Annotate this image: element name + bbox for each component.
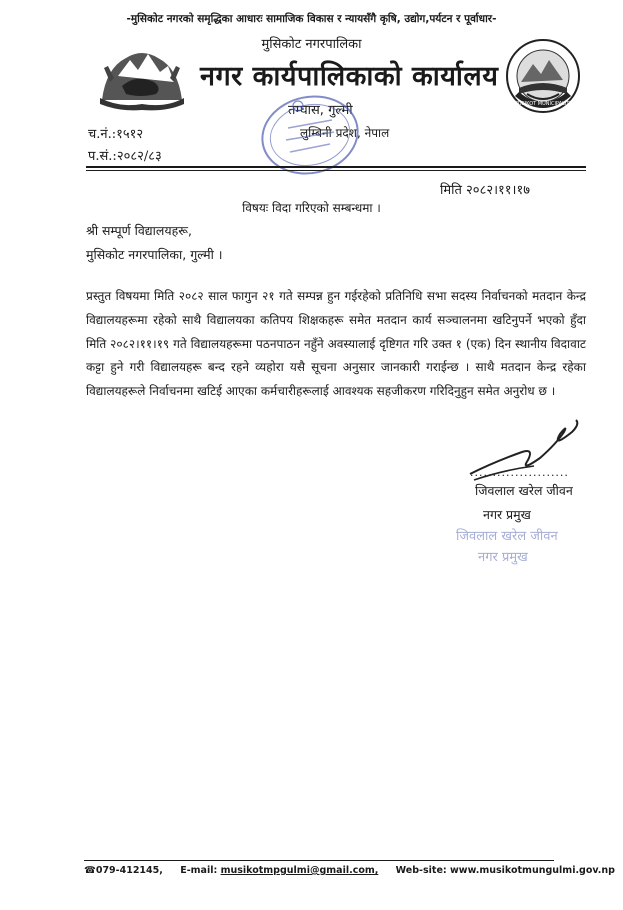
recipient-line-2: मुसिकोट नगरपालिका, गुल्मी । xyxy=(86,247,223,262)
stamp-name: जिवलाल खरेल जीवन xyxy=(456,529,558,544)
address-line-1: तम्घास, गुल्मी xyxy=(288,103,353,118)
footer-contact xyxy=(84,865,615,876)
footer-web-link[interactable]: www.musikotmungulmi.gov.np xyxy=(450,865,615,876)
signature-line: ...................... xyxy=(470,466,569,479)
footer-email-link[interactable]: musikotmpgulmi@gmail.com, xyxy=(220,865,379,876)
signatory-title: नगर प्रमुख xyxy=(483,507,531,522)
footer-phone: ☎079-412145, xyxy=(84,865,163,876)
footer-divider xyxy=(84,860,554,861)
header-divider-thin xyxy=(86,170,586,171)
footer-web-label: Web-site: xyxy=(395,865,447,876)
header-motto: -मुसिकोट नगरको समृद्धिका आधारः सामाजिक विकास र न्यायसँगै कृषि, उद्योग,पर्यटन र पूर्वाधार- xyxy=(126,13,497,25)
letter-number: च.नं.:१५१२ xyxy=(88,127,144,142)
header-divider xyxy=(86,166,586,168)
signatory-name: जिवलाल खरेल जीवन xyxy=(475,483,573,498)
municipality-logo-text: MUSIKOT MUNICIPALITY xyxy=(513,101,573,107)
letter-body: प्रस्तुत विषयमा मिति २०८२ साल फागुन २१ गते सम्पन्न हुन गईरहेको प्रतिनिधि सभा सदस्य निर्वाचनको मतदान केन्द्र विद्यालयहरूमा रहेको साथै विद्यालयका कतिपय शिक्षकहरू समेत मतदान कार्य सञ्चालनमा खटिनुपर्ने भएको हुँदा मिति २०८२।११।१९ गते विद्यालयहरूमा पठनपाठन नहुँने अवस्यालाई दृष्टिगत गरि उक्त १ (एक) दिन स्थानीय विदावाट कट्टा हुने गरी विद्यालयहरू बन्द रहने व्यहोरा यसै सूचना अनुसार जानकारी गराईन्छ । साथै मतदान केन्द्र रहेका विद्यालयहरूले निर्वाचनमा खटिई आएका कर्मचारीहरूलाई आवश्यक सहजीकरण गरिदिनुहुन समेत अनुरोध छ । xyxy=(86,289,586,399)
address-line-2: लुम्बिनी प्रदेश, नेपाल xyxy=(300,126,390,140)
fiscal-year: प.सं.:२०८२/८३ xyxy=(88,149,162,164)
letter-subject: विषयः विदा गरिएको सम्बन्धमा । xyxy=(242,201,381,215)
handwritten-signature-icon xyxy=(464,412,584,492)
municipality-name: मुसिकोट नगरपालिका xyxy=(261,37,362,52)
footer-email-label: E-mail: xyxy=(180,865,218,876)
letter-date: मिति २०८२।११।१७ xyxy=(440,183,530,198)
office-title: नगर कार्यपालिकाको कार्यालय xyxy=(200,61,499,92)
recipient-line-1: श्री सम्पूर्ण विद्यालयहरू, xyxy=(86,223,192,238)
municipality-logo-icon xyxy=(505,38,581,114)
nepal-emblem-icon xyxy=(96,38,188,112)
stamp-title: नगर प्रमुख xyxy=(478,550,528,565)
